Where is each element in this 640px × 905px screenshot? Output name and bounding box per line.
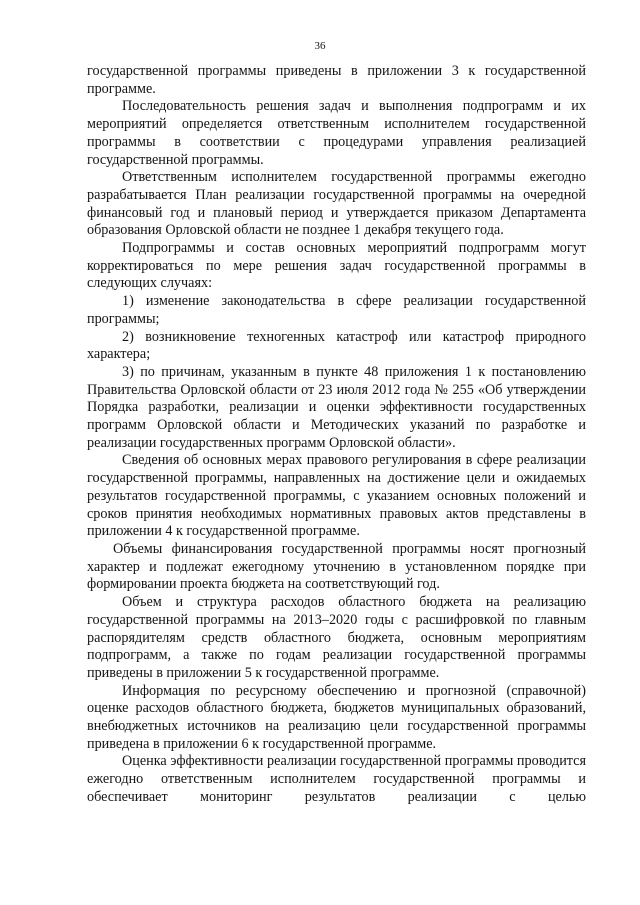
page-number: 36 [314, 40, 326, 52]
paragraph-efficiency-evaluation: Оценка эффективности реализации государственной программы проводится ежегодно ответственным исполнителем государственной программы и обеспечивает мониторинг результатов реализации с целью [87, 753, 586, 805]
paragraph-subprogram-adjustment: Подпрограммы и состав основных мероприятий подпрограмм могут корректироваться по мере решения задач государственной программы в следующих случаях: [87, 240, 586, 292]
paragraph-expense-structure: Объем и структура расходов областного бюджета на реализацию государственной программы на 2013–2020 годы с расшифровкой по главным распорядителям средств областного бюджета, основным мероприятиям подпрограмм, а также по годам реализации государственной программы приведены в приложении 5 к государственной программе. [87, 594, 586, 681]
paragraph-legal-regulation: Сведения об основных мерах правового регулирования в сфере реализации государственной программы, направленных на достижение цели и ожидаемых результатов государственной программы, с указанием основных положений и сроков принятия необходимых нормативных правовых актов представлены в приложении 4 к государственной программе. [87, 452, 586, 540]
list-item-other-reasons: 3) по причинам, указанным в пункте 48 приложения 1 к постановлению Правительства Орловской области от 23 июля 2012 года № 255 «Об утверждении Порядка разработки, реализации и оценки эффективности государственных программ Орловской области и Методических указаний по разработке и реализации государственных программ Орловской области». [87, 363, 586, 451]
list-item-disasters: 2) возникновение техногенных катастроф или катастроф природного характера; [87, 328, 586, 363]
paragraph-task-sequence: Последовательность решения задач и выполнения подпрограмм и их мероприятий определяется ответственным исполнителем государственной программы в соответствии с процедурами управления реализацией государственной программы. [87, 98, 586, 168]
paragraph-implementation-plan: Ответственным исполнителем государственной программы ежегодно разрабатывается План реализации государственной программы на очередной финансовый год и плановый период и утверждается приказом Департамента образования Орловской области не позднее 1 декабря текущего года. [87, 169, 586, 239]
list-item-legislation-change: 1) изменение законодательства в сфере реализации государственной программы; [87, 293, 586, 327]
paragraph-program-appendix-3: государственной программы приведены в приложении 3 к государственной программе. [87, 63, 586, 97]
paragraph-resource-support: Информация по ресурсному обеспечению и прогнозной (справочной) оценке расходов областного бюджета, бюджетов муниципальных образований, внебюджетных источников на реализацию цели государственной программы приведена в приложении 6 к государственной программе. [87, 682, 586, 752]
document-body [87, 63, 586, 807]
paragraph-financing-volume: Объемы финансирования государственной программы носят прогнозный характер и подлежат ежегодному уточнению в установленном порядке при формировании проекта бюджета на соответствующий год. [87, 540, 586, 593]
